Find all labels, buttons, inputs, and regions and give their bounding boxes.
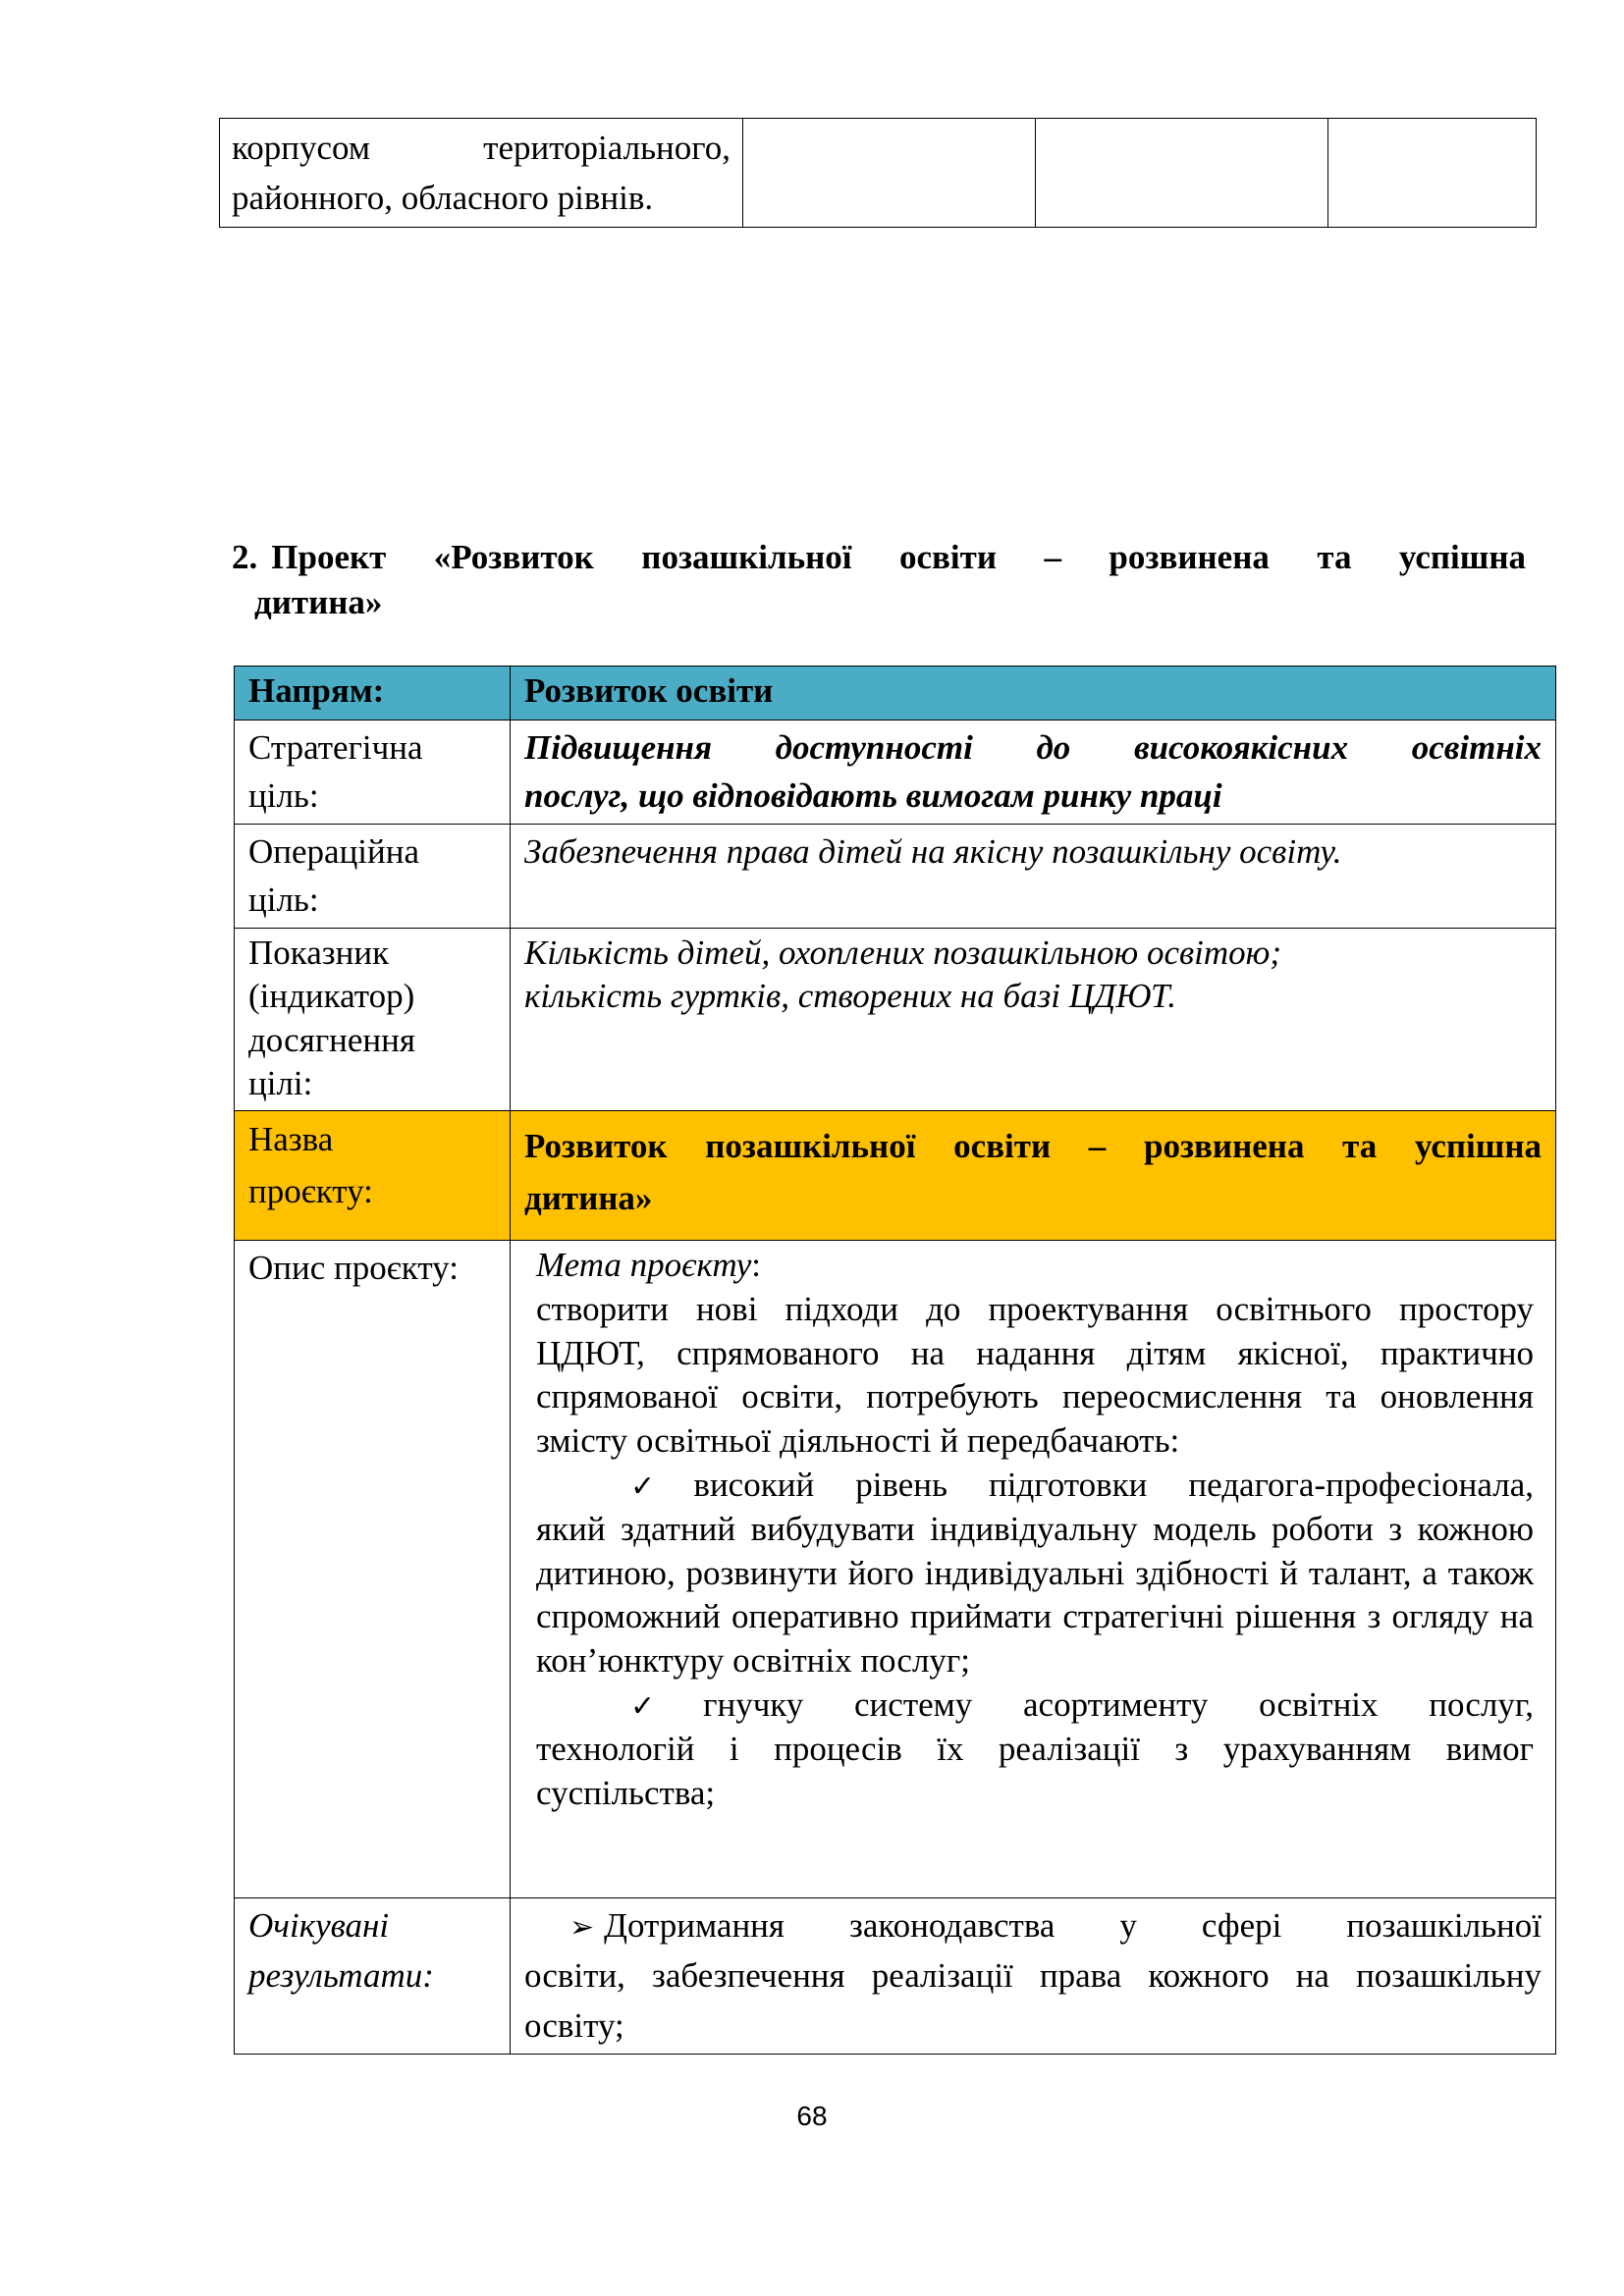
- bullet-text-rest: технологій і процесів їх реалізації з урахуванням вимог суспільства;: [536, 1729, 1534, 1812]
- label-line: Операційна: [248, 832, 420, 871]
- project-name-label: [235, 1111, 511, 1241]
- expected-results-value: [511, 1898, 1556, 2055]
- label-line: (індикатор): [248, 977, 415, 1016]
- description-text: створити нові підходи до проектування освітнього простору ЦДЮТ, спрямованого на надання дітям якісної, практично спрямованої освіти, потребують переосмислення та оновлення змісту освітньої діяльності й передбачають:: [536, 1289, 1534, 1461]
- description-label: Опис проєкту:: [235, 1241, 511, 1898]
- bullet-text: гнучку систему асортименту освітніх послуг,: [703, 1684, 1534, 1724]
- goal-colon: :: [751, 1246, 762, 1284]
- direction-value: Розвиток освіти: [511, 667, 1556, 721]
- section-heading: [232, 535, 1526, 624]
- label-line: ціль:: [248, 776, 319, 815]
- label-line: Стратегічна: [248, 728, 423, 767]
- label-line: Назва: [248, 1120, 334, 1158]
- continuation-table: [219, 118, 1537, 228]
- heading-number: 2.: [232, 538, 258, 576]
- indicator-value: [511, 929, 1556, 1111]
- label-line: цілі:: [248, 1064, 313, 1103]
- label-line: досягнення: [248, 1020, 415, 1059]
- project-table: [234, 666, 1556, 2055]
- bullet-text: високий рівень підготовки педагога-професіонала,: [693, 1465, 1534, 1504]
- bullet-text-rest: який здатний вибудувати індивідуальну модель роботи з кожною дитиною, розвинути його індивідуальні здібності й талант, а також спроможний оперативно приймати стратегічні рішення з огляду на кон’юнктуру освітніх послуг;: [536, 1509, 1534, 1681]
- table-cell-empty: [1328, 119, 1537, 228]
- page-number: 68: [796, 2101, 828, 2131]
- expected-results-label: [235, 1898, 511, 2055]
- checkmark-icon: ✓: [630, 1688, 698, 1724]
- table-cell-empty: [743, 119, 1036, 228]
- table-row-project-name: [235, 1111, 1556, 1241]
- bullet-item: [536, 1464, 1534, 1683]
- label-line: Показник: [248, 934, 390, 972]
- heading-title: Проект «Розвиток позашкільної освіти – розвинена та успішна: [271, 538, 1526, 576]
- value-line: дитина»: [524, 1178, 653, 1217]
- arrow-bullet-icon: ➢: [569, 1910, 595, 1945]
- result-first-line: [524, 1901, 1542, 1951]
- indicator-label: [235, 929, 511, 1111]
- value-line: Кількість дітей, охоплених позашкільною освітою;: [524, 934, 1282, 972]
- cell-text-line: районного, обласного рівнів.: [232, 179, 654, 218]
- operational-goal-label: [235, 825, 511, 929]
- project-name-value: [511, 1111, 1556, 1241]
- table-row-strategic-goal: [235, 721, 1556, 825]
- goal-line: [536, 1244, 1534, 1288]
- goal-label: Мета проєкту: [536, 1246, 752, 1284]
- table-row-direction: [235, 667, 1556, 721]
- value-line: Підвищення доступності до високоякісних освітніх: [524, 728, 1542, 767]
- table-row: [220, 119, 1537, 228]
- table-cell: [220, 119, 743, 228]
- cell-text-line: корпусом територіального,: [232, 129, 731, 167]
- label-line: ціль:: [248, 881, 319, 919]
- bullet-first-line: [536, 1683, 1534, 1728]
- bullet-first-line: [536, 1464, 1534, 1508]
- result-text: Дотримання законодавства у сфері позашкільної: [604, 1906, 1542, 1945]
- value-line: Розвиток позашкільної освіти – розвинена та успішна: [524, 1127, 1542, 1165]
- value-line: послуг, що відповідають вимогам ринку праці: [524, 776, 1222, 815]
- bullet-item: [536, 1683, 1534, 1815]
- table-row-operational-goal: [235, 825, 1556, 929]
- checkmark-icon: ✓: [630, 1468, 688, 1504]
- operational-goal-value: Забезпечення права дітей на якісну позашкільну освіту.: [511, 825, 1556, 929]
- strategic-goal-value: [511, 721, 1556, 825]
- table-cell-empty: [1036, 119, 1328, 228]
- label-line: результати:: [248, 1955, 434, 1995]
- heading-line-2: дитина»: [254, 582, 383, 621]
- table-row-description: [235, 1241, 1556, 1898]
- direction-label: Напрям:: [235, 667, 511, 721]
- label-line: Очікувані: [248, 1906, 390, 1945]
- strategic-goal-label: [235, 721, 511, 825]
- table-row-indicator: [235, 929, 1556, 1111]
- result-text-rest: освіти, забезпечення реалізації права кожного на позашкільну освіту;: [524, 1955, 1542, 2045]
- value-line: кількість гуртків, створених на базі ЦДЮТ.: [524, 977, 1176, 1016]
- description-value: [511, 1241, 1556, 1898]
- label-line: проєкту:: [248, 1171, 373, 1210]
- heading-line: [232, 535, 1526, 580]
- table-row-expected-results: [235, 1898, 1556, 2055]
